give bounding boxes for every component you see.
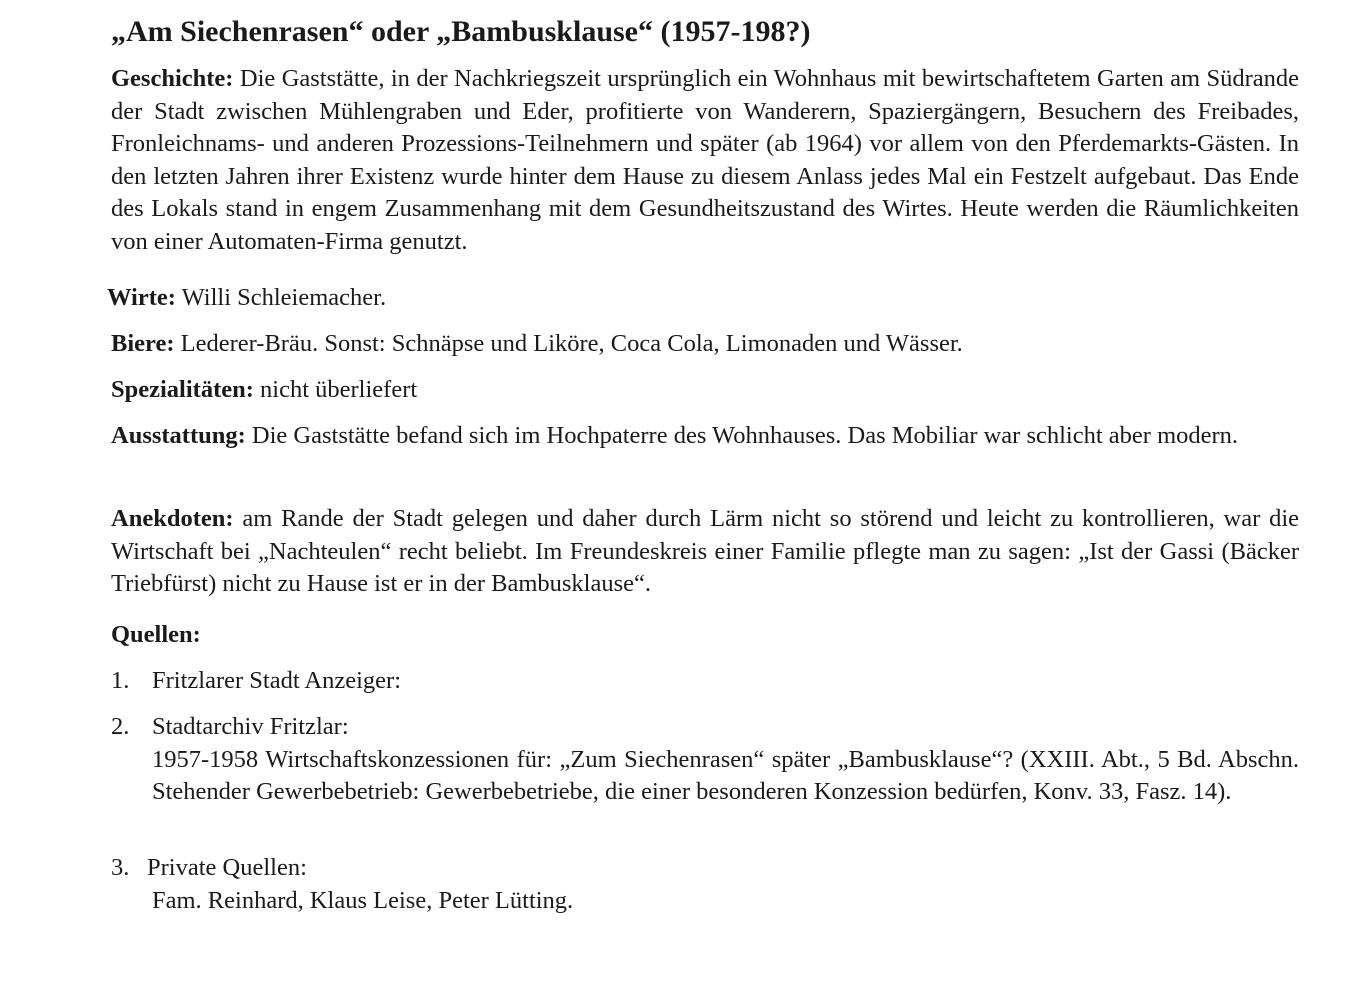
source-body: Fam. Reinhard, Klaus Leise, Peter Lütting. <box>152 886 574 914</box>
section-label: Ausstattung: <box>111 422 246 449</box>
source-heading: Fritzlarer Stadt Anzeiger: <box>152 667 401 694</box>
section-label: Anekdoten: <box>111 505 234 532</box>
source-heading: Stadtarchiv Fritzlar: <box>152 713 349 740</box>
section-spezialitaeten <box>111 374 1299 407</box>
source-number: 1. <box>111 667 130 694</box>
section-label: Spezialitäten: <box>111 376 254 403</box>
section-label: Quellen: <box>111 621 201 648</box>
document-title: „Am Siechenrasen“ oder „Bambusklause“ (1957-198?) <box>111 15 811 48</box>
section-text: Willi Schleiemacher. <box>181 284 387 311</box>
section-text: Die Gaststätte, in der Nachkriegszeit ursprünglich ein Wohnhaus mit bewirtschaftetem Garten am Südrande der Stadt zwischen Mühlengraben und Eder, profitierte von Wanderern, Spaziergängern, Besuchern des Freibades, Fronleichnams- und anderen Prozessions-Teilnehmern und später (ab 1964) vor allem von den Pferdemarkts-Gästen. In den letzten Jahren ihrer Existenz wurde hinter dem Hause zu diesem Anlass jedes Mal ein Festzelt aufgebaut. Das Ende des Lokals stand in engem Zusammenhang mit dem Gesundheitszustand des Wirtes. Heute werden die Räumlichkeiten von einer Automaten-Firma genutzt. <box>111 65 1300 255</box>
section-ausstattung <box>111 420 1299 453</box>
section-biere <box>111 328 1299 361</box>
source-body: 1957-1958 Wirtschaftskonzessionen für: „Zum Siechenrasen“ später „Bambusklause“? (XXIII. Abt., 5 Bd. Abschn. Stehender Gewerbebetrieb: Gewerbebetriebe, die einer besonderen Konzession bedürfen, Konv. 33, Fasz. 14). <box>152 745 1299 805</box>
section-label: Biere: <box>111 330 175 357</box>
section-geschichte <box>111 63 1299 258</box>
section-text: nicht überliefert <box>260 376 418 403</box>
section-text: Die Gaststätte befand sich im Hochpaterre des Wohnhauses. Das Mobiliar war schlicht aber modern. <box>251 422 1239 449</box>
source-number: 3. <box>111 854 130 881</box>
section-text: am Rande der Stadt gelegen und daher durch Lärm nicht so störend und leicht zu kontrollieren, war die Wirtschaft bei „Nachteulen“ recht beliebt. Im Freundeskreis einer Familie pflegte man zu sagen: „Ist der Gassi (Bäcker Triebfürst) nicht zu Hause ist er in der Bambusklause“. <box>111 505 1299 597</box>
section-quellen-heading <box>111 619 1299 652</box>
section-wirte <box>107 282 1295 315</box>
source-heading: Private Quellen: <box>147 854 307 881</box>
section-text: Lederer-Bräu. Sonst: Schnäpse und Liköre, Coca Cola, Limonaden und Wässer. <box>180 330 963 357</box>
source-number: 2. <box>111 713 130 740</box>
section-label: Geschichte: <box>111 65 234 92</box>
section-anekdoten <box>111 503 1299 601</box>
section-label: Wirte: <box>107 284 176 311</box>
